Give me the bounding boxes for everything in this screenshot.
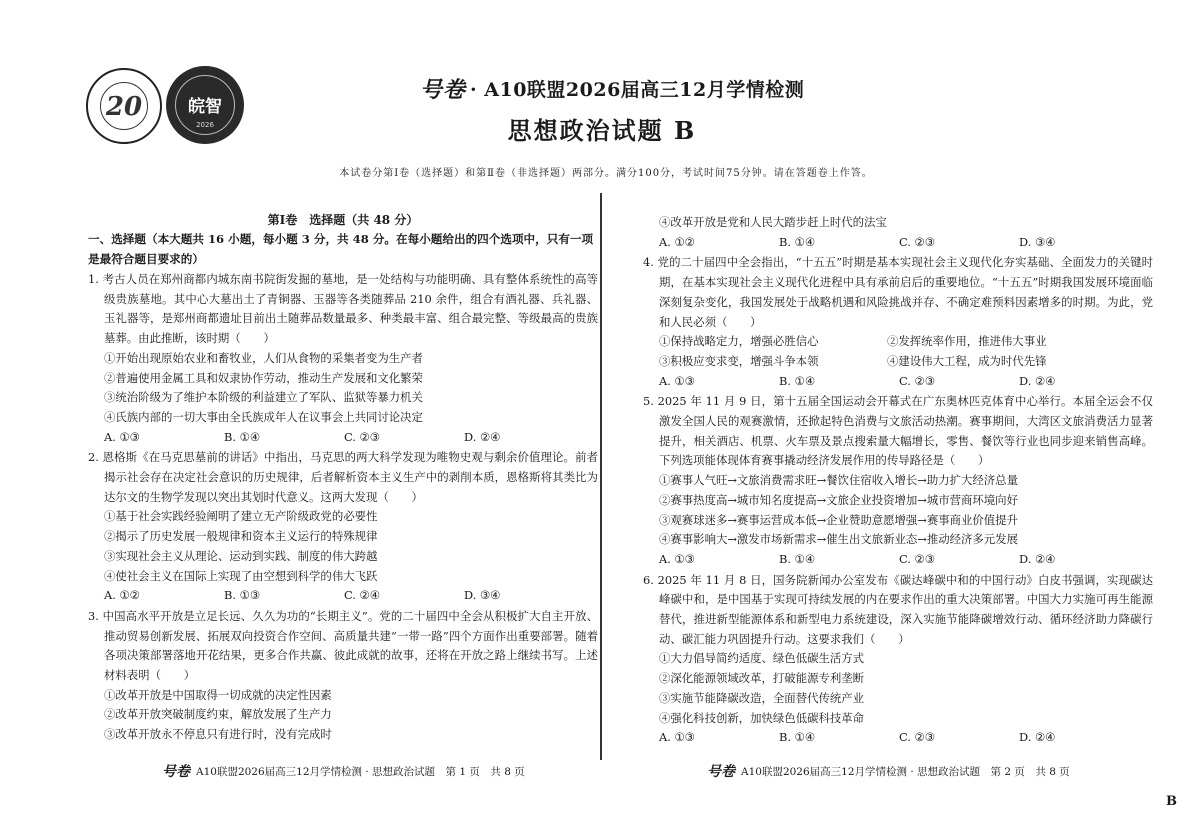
question-item: ①基于社会实践经验阐明了建立无产阶级政党的必要性: [104, 509, 378, 524]
question-item: ②赛事热度高→城市知名度提高→文旅企业投资增加→城市营商环境向好: [659, 492, 1018, 507]
answer-options: [643, 728, 1153, 748]
question-item: ④使社会主义在国际上实现了由空想到科学的伟大飞跃: [104, 568, 378, 583]
logo-mark: 皖智: [188, 97, 222, 117]
question-item: ①改革开放是中国取得一切成就的决定性因素: [104, 687, 332, 702]
exam-header: [420, 72, 804, 104]
question-item: ④建设伟大工程，成为时代先锋: [887, 353, 1047, 368]
question-item: ④强化科技创新，加快绿色低碳科技革命: [659, 710, 865, 725]
question-stem: 2. 恩格斯《在马克思墓前的讲话》中指出，马克思的两大科学发现为唯物史观与剩余价值理论。前者揭示社会存在决定社会意识的历史规律，后者解析资本主义生产中的剥削本质，恩格斯将其类比为达尔文的生物学发现以突出其划时代意义。这两大发现（ ）: [88, 450, 598, 504]
exam-title: · A10联盟2026届高三12月学情检测: [470, 78, 805, 101]
option-d: D. ②④: [1019, 730, 1056, 745]
question-item: ④赛事影响大→激发市场新需求→催生出文旅新业态→推动经济多元发展: [659, 532, 1018, 547]
footer-text: A10联盟2026届高三12月学情检测 · 思想政治试题 第 2 页 共 8 页: [741, 765, 1070, 778]
option-a: A. ①②: [104, 588, 140, 603]
question-item: ③观赛球迷多→赛事运营成本低→企业赞助意愿增强→赛事商业价值提升: [659, 512, 1018, 527]
question-item: ①大力倡导简约适度、绿色低碳生活方式: [659, 651, 865, 666]
footer-brand: 号卷: [707, 764, 735, 780]
option-b: B. ①④: [224, 429, 261, 444]
question-item: ②发挥统率作用，推进伟大事业: [887, 334, 1047, 349]
answer-options: [88, 428, 598, 448]
version-mark: B: [1166, 794, 1177, 809]
option-b: B. ①④: [779, 373, 816, 388]
left-column: [88, 210, 598, 745]
option-a: A. ①③: [659, 373, 695, 388]
question-1: [88, 270, 598, 447]
question-4: [643, 253, 1153, 391]
question-item: ①赛事人气旺→文旅消费需求旺→餐饮住宿收入增长→助力扩大经济总量: [659, 473, 1018, 488]
question-stem: 5. 2025 年 11 月 9 日，第十五届全国运动会开幕式在广东奥林匹克体育中心举行。本届全运会不仅激发全国人民的观赛激情，还掀起特色消费与文旅活动热潮。赛事期间，大湾区文旅消费活力显著提升，相关酒店、机票、火车票及景点搜索量大幅增长，零售、餐饮等行业也同步迎来销售高峰。下列选项能体现体育赛事撬动经济发展作用的传导路径是（ ）: [643, 394, 1153, 468]
question-item: ②深化能源领域改革，打破能源专利垄断: [659, 671, 865, 686]
option-d: D. ③④: [1019, 234, 1056, 249]
question-stem: 6. 2025 年 11 月 8 日，国务院新闻办公室发布《碳达峰碳中和的中国行动》白皮书强调，实现碳达峰碳中和，是中国基于实现可持续发展的内在要求作出的重大决策部署。中国大力实施可再生能源替代，推进新型能源体系和新型电力系统建设，深入实施节能降碳增效行动、循环经济助力降碳行动、碳汇能力巩固提升行动。这要求我们（ ）: [643, 572, 1153, 646]
option-c: C. ②④: [344, 588, 380, 603]
question-2: [88, 448, 598, 606]
option-d: D. ②④: [1019, 373, 1056, 388]
section-intro: 一、选择题（本大题共 16 小题，每小题 3 分，共 48 分。在每小题给出的四个选项中，只有一项是最符合题目要求的）: [88, 232, 594, 266]
option-c: C. ②③: [344, 429, 380, 444]
exam-instructions: 本试卷分第Ⅰ卷（选择题）和第Ⅱ卷（非选择题）两部分。满分100分，考试时间75分钟。请在答题卷上作答。: [339, 168, 873, 179]
option-b: B. ①③: [224, 588, 261, 603]
exam-subject: 思想政治试题 B: [507, 116, 697, 145]
option-d: D. ②④: [464, 429, 501, 444]
question-item: ③实施节能降碳改造，全面替代传统产业: [659, 690, 865, 705]
question-item: ②普遍使用金属工具和奴隶协作劳动，推动生产发展和文化繁荣: [104, 370, 423, 385]
option-c: C. ②③: [899, 234, 935, 249]
option-c: C. ②③: [899, 551, 935, 566]
option-b: B. ①④: [779, 730, 816, 745]
question-item: ③改革开放永不停息只有进行时，没有完成时: [104, 727, 332, 742]
option-c: C. ②③: [899, 373, 935, 388]
question-item: ①保持战略定力，增强必胜信心: [659, 334, 819, 349]
logo-year: 2026: [196, 121, 214, 129]
right-column: [643, 213, 1153, 748]
answer-options: [88, 586, 598, 606]
question-item: ④氏族内部的一切大事由全氏族成年人在议事会上共同讨论决定: [104, 409, 423, 424]
question-item: ②揭示了历史发展一般规律和资本主义运行的特殊规律: [104, 529, 378, 544]
option-b: B. ①④: [779, 551, 816, 566]
answer-options: [643, 372, 1153, 392]
option-a: A. ①③: [104, 429, 140, 444]
option-a: A. ①③: [659, 551, 695, 566]
option-a: A. ①②: [659, 234, 695, 249]
question-item: ④改革开放是党和人民大踏步赶上时代的法宝: [659, 215, 887, 229]
column-divider: [600, 193, 602, 760]
footer-brand: 号卷: [162, 764, 190, 780]
question-item: ③实现社会主义从理论、运动到实践、制度的伟大跨越: [104, 548, 378, 563]
question-items-grid: [643, 332, 1153, 371]
question-item: ③统治阶级为了维护本阶级的利益建立了军队、监狱等暴力机关: [104, 390, 423, 405]
logo-number: 20: [105, 92, 143, 122]
brand-logo-text: 号卷: [420, 76, 467, 103]
answer-options: [643, 550, 1153, 570]
page-footer-right: [707, 761, 1070, 781]
question-5: [643, 392, 1153, 569]
question-item: ①开始出现原始农业和畜牧业，人们从食物的采集者变为生产者: [104, 350, 423, 365]
question-3: [88, 607, 598, 745]
question-stem: 4. 党的二十届四中全会指出，“十五五”时期是基本实现社会主义现代化夯实基础、全面发力的关键时期，在基本实现社会主义现代化进程中具有承前启后的重要地位。“十五五”时期我国发展环境面临深刻复杂变化，我国发展处于战略机遇和风险挑战并存、不确定难预料因素增多的时期。为此，党和人民必须（ ）: [643, 255, 1153, 329]
question-6: [643, 571, 1153, 748]
option-d: D. ③④: [464, 588, 501, 603]
question-item: ③积极应变求变，增强斗争本领: [659, 353, 819, 368]
question-stem: 1. 考古人员在郑州商都内城东南书院街发掘的墓地，是一处结构与功能明确、具有整体系统性的高等级贵族墓地。其中心大墓出土了青铜器、玉器等各类随葬品 210 余件，组合有酒礼器、兵礼器、玉礼器等，是郑州商都遗址目前出土随葬品数量最多、种类最丰富、组合最完整、等级最高的贵族墓葬。由此推断，该时期（ ）: [88, 272, 598, 346]
option-b: B. ①④: [779, 234, 816, 249]
option-a: A. ①③: [659, 730, 695, 745]
answer-options: [643, 233, 1153, 253]
question-stem: 3. 中国高水平开放是立足长远、久久为功的“长期主义”。党的二十届四中全会从积极扩大自主开放、推动贸易创新发展、拓展双向投资合作空间、高质量共建“一带一路”四个方面作出重要部署。随着各项决策部署落地开花结果，更多合作共赢、彼此成就的故事，还将在开放之路上继续书写。上述材料表明（ ）: [88, 608, 598, 683]
question-item: ②改革开放突破制度约束，解放发展了生产力: [104, 707, 332, 722]
option-c: C. ②③: [899, 730, 935, 745]
footer-text: A10联盟2026届高三12月学情检测 · 思想政治试题 第 1 页 共 8 页: [196, 765, 525, 778]
section-title: 第Ⅰ卷 选择题（共 48 分）: [267, 213, 419, 227]
option-d: D. ②④: [1019, 551, 1056, 566]
page-footer-left: [162, 761, 525, 781]
